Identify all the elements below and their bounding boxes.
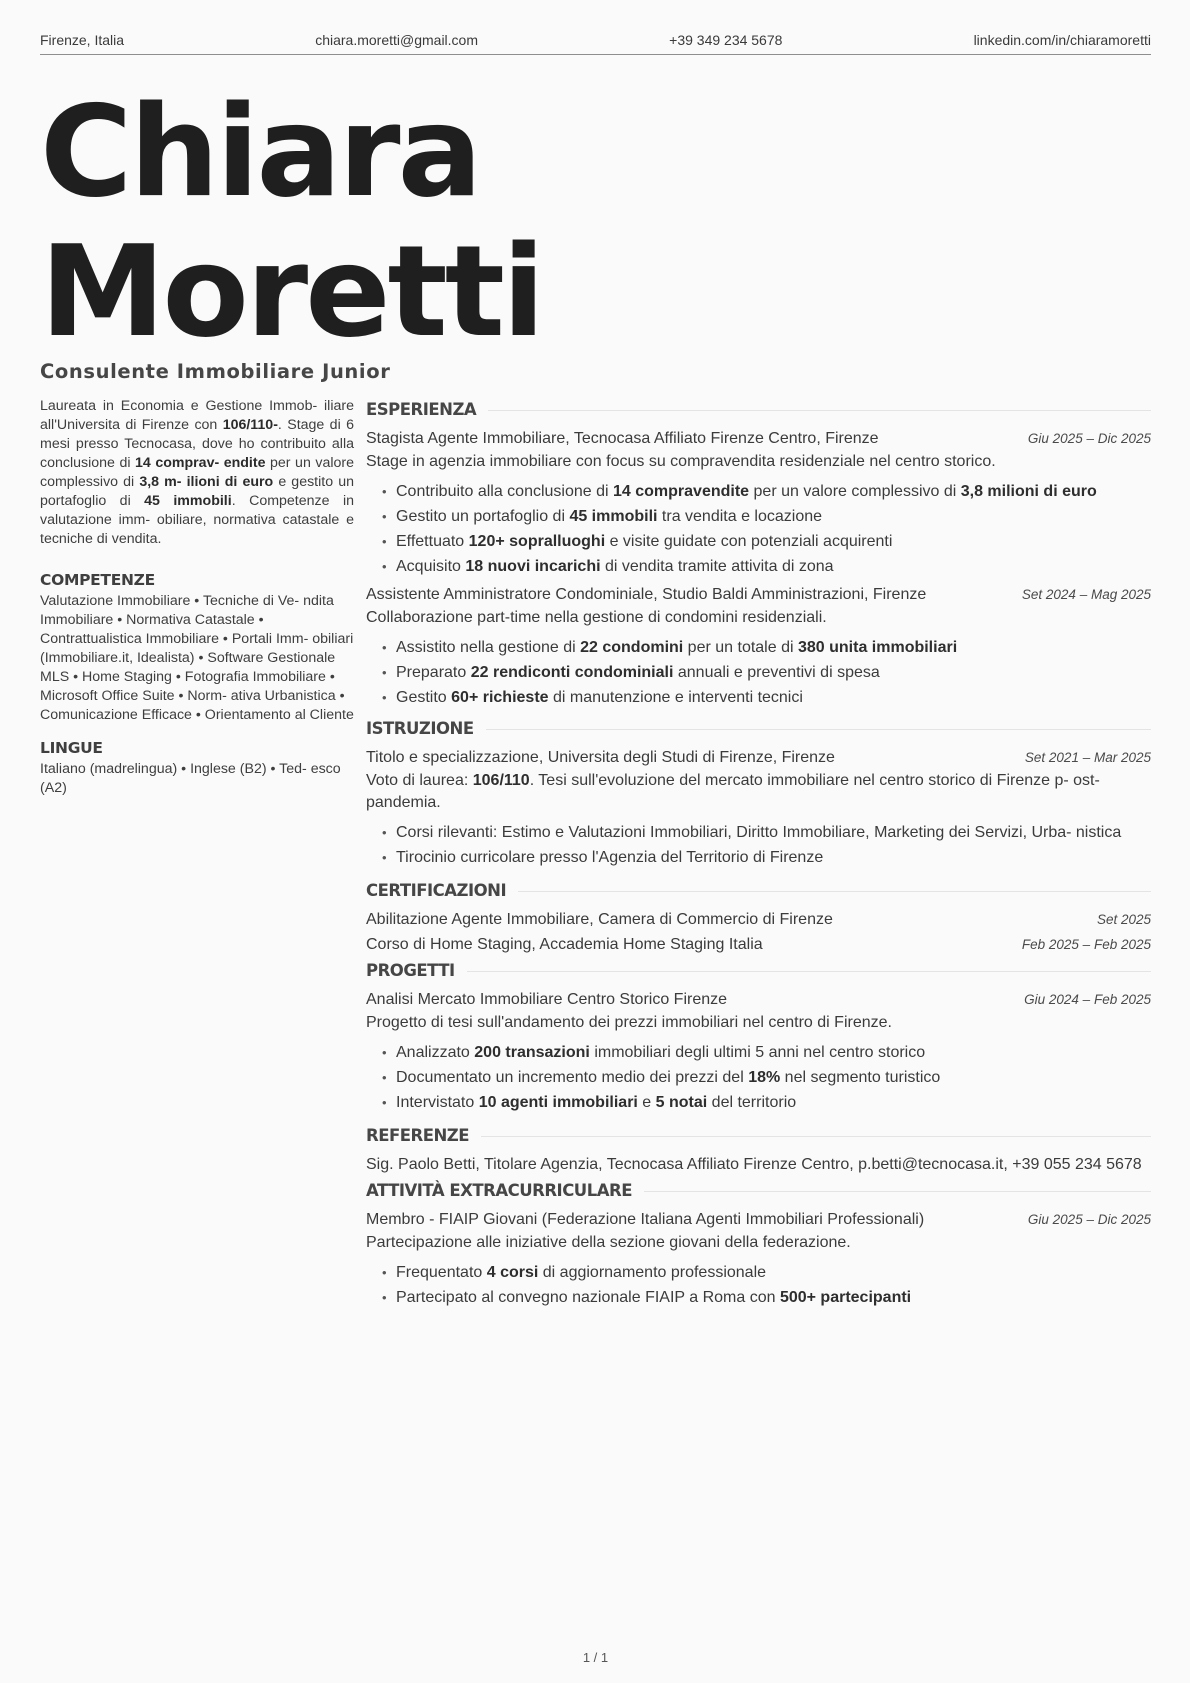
resume-page: [40, 0, 1151, 1683]
entry-description: Progetto di tesi sull'andamento dei prezzi immobiliari nel centro di Firenze.: [366, 1014, 892, 1031]
summary-text: Laureata in Economia e Gestione Immob- iliare all'Universita di Firenze con: [40, 398, 354, 433]
section-title: CERTIFICAZIONI: [366, 881, 507, 900]
certification-entry: [366, 934, 1151, 956]
bullet-item: • Contribuito alla conclusione di 14 compravendite per un valore complessivo di 3,8 milioni di euro: [382, 481, 1151, 503]
section-title: ATTIVITÀ EXTRACURRICULARE: [366, 1181, 632, 1200]
section-title: ISTRUZIONE: [366, 719, 474, 738]
bullet-item: • Analizzato 200 transazioni immobiliari degli ultimi 5 anni nel centro storico: [382, 1042, 1151, 1064]
page-number: 1 / 1: [582, 1650, 609, 1665]
entry-role: Assistente Amministratore Condominiale, Studio Baldi Amministrazioni, Firenze: [366, 586, 927, 603]
main-column: [366, 398, 1151, 1312]
first-name: Chiara: [40, 78, 480, 225]
bullet-item: • Intervistato 10 agenti immobiliari e 5 notai del territorio: [382, 1092, 1151, 1114]
sidebar: [40, 397, 354, 798]
bullet-item: • Effettuato 120+ sopralluoghi e visite guidate con potenziali acquirenti: [382, 531, 1151, 553]
summary-highlight: 106/110-: [222, 417, 278, 433]
certification-name: Abilitazione Agente Immobiliare, Camera di Commercio di Firenze: [366, 911, 833, 928]
experience-entry: [366, 584, 1151, 709]
summary: [40, 397, 354, 549]
project-entry: [366, 989, 1151, 1114]
entry-date: Set 2025: [1096, 912, 1151, 927]
entry-date: Feb 2025 – Feb 2025: [1021, 937, 1151, 952]
bullet-item: • Documentato un incremento medio dei prezzi del 18% nel segmento turistico: [382, 1067, 1151, 1089]
bullet-item: • Assistito nella gestione di 22 condomini per un totale di 380 unita immobiliari: [382, 637, 1151, 659]
entry-date: Giu 2025 – Dic 2025: [1027, 431, 1151, 446]
languages-list: Italiano (madrelingua) • Inglese (B2) • Ted- esco (A2): [40, 761, 341, 796]
section-divider: [486, 729, 1151, 730]
languages-heading: LINGUE: [40, 739, 103, 757]
summary-text: . Competenze in valutazione imm- obiliare, normativa catastale e tecniche di vendita.: [40, 493, 354, 547]
entry-description: Stage in agenzia immobiliare con focus su compravendita residenziale nel centro storico.: [366, 453, 996, 470]
contact-location: Firenze, Italia: [40, 32, 125, 48]
candidate-name: [40, 78, 543, 365]
section-divider: [467, 971, 1151, 972]
entry-degree: Titolo e specializzazione, Universita degli Studi di Firenze, Firenze: [366, 749, 835, 766]
bullet-item: • Preparato 22 rendiconti condominiali annuali e preventivi di spesa: [382, 662, 1151, 684]
contact-linkedin[interactable]: linkedin.com/in/chiaramoretti: [973, 32, 1151, 48]
reference-contact: Sig. Paolo Betti, Titolare Agenzia, Tecnocasa Affiliato Firenze Centro, p.betti@tecnocasa.it, +39 055 234 5678: [366, 1156, 1142, 1173]
summary-text: . Stage di 6 mesi presso Tecnocasa, dove ho contribuito alla conclusione di: [40, 417, 354, 471]
bullet-item: • Gestito 60+ richieste di manutenzione e interventi tecnici: [382, 687, 1151, 709]
section-divider: [488, 410, 1151, 411]
certification-name: Corso di Home Staging, Accademia Home Staging Italia: [366, 936, 763, 953]
section-title: REFERENZE: [366, 1126, 470, 1145]
summary-highlight: 45 immobili: [144, 493, 232, 509]
summary-highlight: 14 comprav- endite: [135, 455, 266, 471]
bullet-item: • Tirocinio curricolare presso l'Agenzia del Territorio di Firenze: [382, 847, 1151, 869]
bullet-item: • Partecipato al convegno nazionale FIAIP a Roma con 500+ partecipanti: [382, 1287, 1151, 1309]
section-divider: [518, 891, 1151, 892]
certifications-heading: [366, 879, 1151, 903]
projects-heading: [366, 959, 1151, 983]
entry-date: Giu 2024 – Feb 2025: [1024, 992, 1151, 1007]
bullet-item: • Corsi rilevanti: Estimo e Valutazioni Immobiliari, Diritto Immobiliare, Marketing dei Servizi, Urba- nistica: [382, 822, 1151, 844]
section-divider: [481, 1136, 1151, 1137]
experience-entry: [366, 428, 1151, 578]
entry-date: Giu 2025 – Dic 2025: [1027, 1212, 1151, 1227]
experience-heading: [366, 398, 1151, 422]
section-divider: [644, 1191, 1151, 1192]
extracurricular-entry: [366, 1209, 1151, 1309]
skills-list: Valutazione Immobiliare • Tecniche di Ve- ndita Immobiliare • Normativa Catastale • Contrattualistica Immobiliare • Portali Imm- obiliari (Immobiliare.it, Idealista) • Software Gestionale MLS • Home Staging • Fotografia Immobiliare • Microsoft Office Suite • Norm- ativa Urbanistica • Comunicazione Efficace • Orientamento al Cliente: [40, 593, 354, 723]
entry-date: Set 2021 – Mar 2025: [1024, 750, 1151, 765]
bullet-item: • Frequentato 4 corsi di aggiornamento professionale: [382, 1262, 1151, 1284]
summary-text: e gestito un portafoglio di: [40, 474, 354, 509]
entry-description: Voto di laurea: 106/110. Tesi sull'evoluzione del mercato immobiliare nel centro storico di Firenze p- ost-pandemia.: [366, 772, 1100, 811]
contact-phone[interactable]: +39 349 234 5678: [669, 32, 783, 48]
section-title: PROGETTI: [366, 961, 455, 980]
extracurricular-heading: [366, 1179, 1151, 1203]
entry-role: Membro - FIAIP Giovani (Federazione Italiana Agenti Immobiliari Professionali): [366, 1211, 925, 1228]
contact-bar: [40, 32, 1151, 55]
entry-description: Collaborazione part-time nella gestione di condomini residenziali.: [366, 609, 827, 626]
contact-email[interactable]: chiara.moretti@gmail.com: [315, 32, 478, 48]
project-name: Analisi Mercato Immobiliare Centro Storico Firenze: [366, 991, 728, 1008]
summary-highlight: 3,8 m- ilioni di euro: [139, 474, 274, 490]
education-entry: [366, 747, 1151, 869]
entry-description: Partecipazione alle iniziative della sezione giovani della federazione.: [366, 1234, 851, 1251]
last-name: Moretti: [40, 218, 543, 365]
references-heading: [366, 1124, 1151, 1148]
bullet-item: • Acquisito 18 nuovi incarichi di vendita tramite attivita di zona: [382, 556, 1151, 578]
section-title: ESPERIENZA: [366, 400, 477, 419]
education-heading: [366, 717, 1151, 741]
certification-entry: [366, 909, 1151, 931]
entry-role: Stagista Agente Immobiliare, Tecnocasa Affiliato Firenze Centro, Firenze: [366, 430, 879, 447]
job-title: Consulente Immobiliare Junior: [40, 360, 391, 383]
bullet-item: • Gestito un portafoglio di 45 immobili tra vendita e locazione: [382, 506, 1151, 528]
summary-text: per un valore complessivo di: [40, 455, 354, 490]
skills-heading: COMPETENZE: [40, 571, 155, 589]
entry-date: Set 2024 – Mag 2025: [1021, 587, 1151, 602]
